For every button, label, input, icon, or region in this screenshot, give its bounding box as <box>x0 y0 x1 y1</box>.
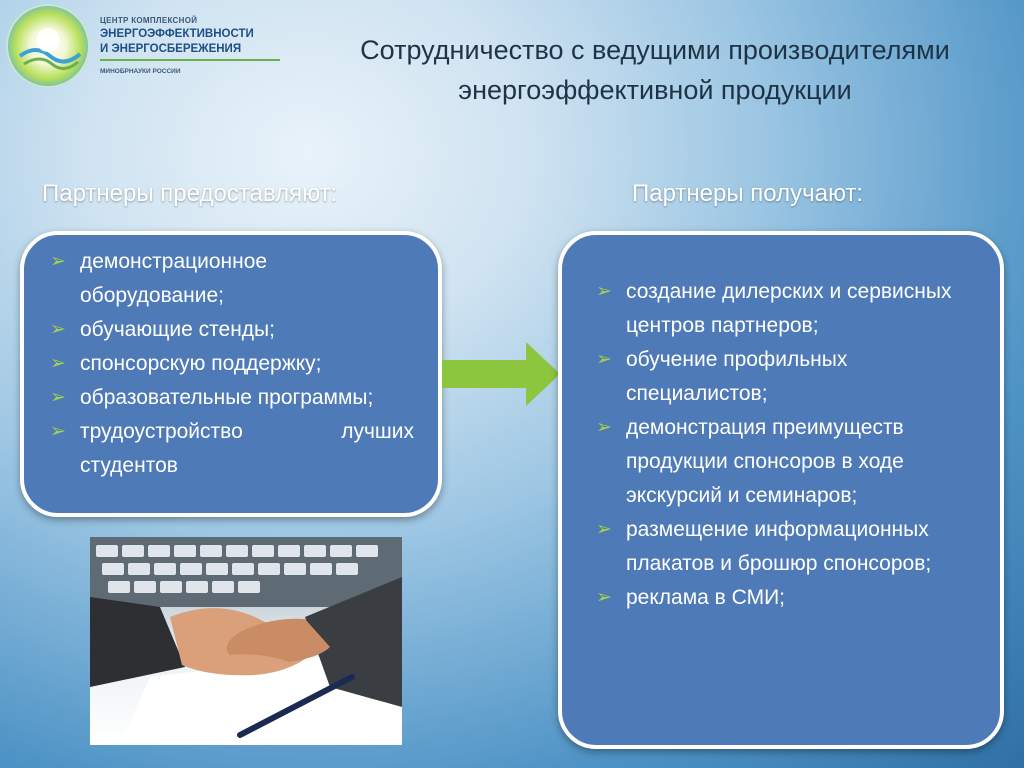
page-title <box>300 30 1010 110</box>
title-line1: Сотрудничество с ведущими производителями <box>360 35 950 65</box>
title-line2: энергоэффективной продукции <box>458 75 852 105</box>
logo-divider <box>100 59 280 61</box>
left-heading: Партнеры предоставляют: <box>42 180 338 207</box>
logo-text-sub: МИНОБРНАУКИ РОССИИ <box>100 68 181 75</box>
chevron-right-icon: ➢ <box>596 281 612 302</box>
right-arrow-icon <box>442 342 560 406</box>
list-item: ➢ обучение профильных специалистов; <box>596 343 974 411</box>
sun-wave-logo-icon <box>6 4 90 88</box>
logo-text-main <box>100 27 254 57</box>
chevron-right-icon: ➢ <box>50 319 66 340</box>
chevron-right-icon: ➢ <box>50 251 66 272</box>
chevron-right-icon: ➢ <box>596 417 612 438</box>
logo-line2: И ЭНЕРГОСБЕРЕЖЕНИЯ <box>100 43 242 55</box>
receive-list <box>596 275 974 615</box>
list-item: ➢ демонстрация преимуществ продукции спонсоров в ходе экскурсий и семинаров; <box>596 411 974 513</box>
list-item: ➢ демонстрационное оборудование; <box>50 245 414 313</box>
list-item: ➢ реклама в СМИ; <box>596 581 974 615</box>
list-item: ➢ образовательные программы; <box>50 381 414 415</box>
chevron-right-icon: ➢ <box>50 353 66 374</box>
chevron-right-icon: ➢ <box>50 387 66 408</box>
handshake-photo <box>90 537 402 745</box>
logo <box>4 2 284 94</box>
logo-text-top: ЦЕНТР КОМПЛЕКСНОЙ <box>100 16 198 25</box>
partners-provide-box <box>20 231 442 517</box>
chevron-right-icon: ➢ <box>596 519 612 540</box>
list-item: ➢ размещение информационных плакатов и брошюр спонсоров; <box>596 513 974 581</box>
chevron-right-icon: ➢ <box>596 349 612 370</box>
list-item: ➢ спонсорскую поддержку; <box>50 347 414 381</box>
list-item: ➢ создание дилерских и сервисных центров партнеров; <box>596 275 974 343</box>
partners-receive-box <box>558 231 1004 749</box>
provide-list <box>50 245 414 483</box>
list-item: ➢ трудоустройство лучших студентов <box>50 415 414 483</box>
list-item: ➢ обучающие стенды; <box>50 313 414 347</box>
chevron-right-icon: ➢ <box>50 421 66 442</box>
right-heading: Партнеры получают: <box>632 180 864 207</box>
chevron-right-icon: ➢ <box>596 587 612 608</box>
logo-line1: ЭНЕРГОЭФФЕКТИВНОСТИ <box>100 28 254 40</box>
